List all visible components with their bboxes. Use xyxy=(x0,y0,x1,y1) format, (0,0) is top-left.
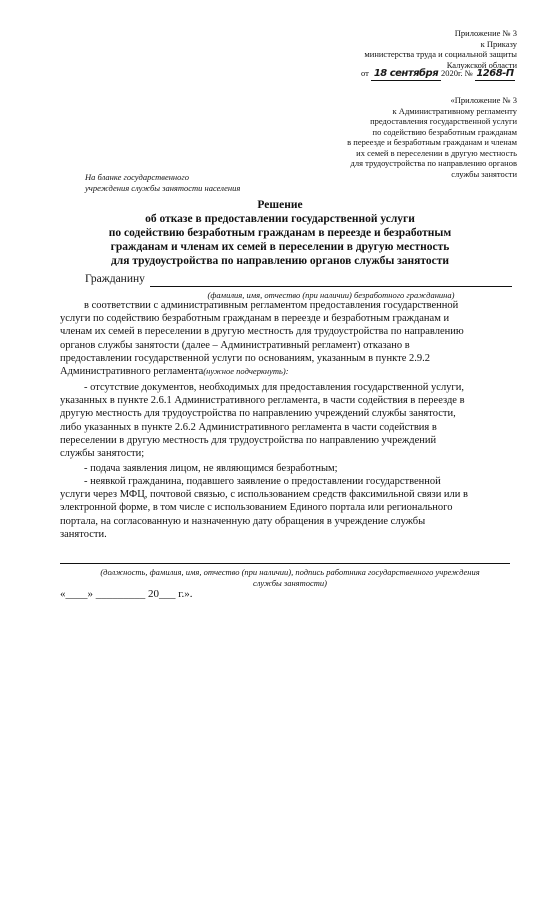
title-line: гражданам и членам их семей в переселении в другую местность xyxy=(110,241,450,253)
appendix-header xyxy=(257,95,517,179)
reason-line: переселении в другую местность для трудоустройства по направлению учреждений xyxy=(60,434,437,446)
reason-item-3 xyxy=(60,475,512,541)
signature-caption-line: службы занятости) xyxy=(253,577,327,588)
signature-line xyxy=(60,563,510,564)
body-paragraph xyxy=(60,299,512,378)
order-header xyxy=(257,28,517,70)
letterhead-line: учреждения службы занятости населения xyxy=(85,182,241,193)
letterhead-line: На бланке государственного xyxy=(85,172,189,182)
reason-item-1 xyxy=(60,381,512,460)
reason-line: другую местность для трудоустройства по направлению учреждений службы занятости, xyxy=(60,408,456,420)
recipient-caption: (фамилия, имя, отчество (при наличии) безработного гражданина) xyxy=(207,290,455,300)
reason-item-2: - подача заявления лицом, не являющимся безработным; xyxy=(84,463,338,474)
reason-line: портала, на согласованную и назначенную дату обращения в учреждение службы xyxy=(60,515,426,527)
letterhead-note xyxy=(85,172,305,193)
order-number-handwritten: 1268-П xyxy=(476,68,514,79)
appendix-line: службы занятости xyxy=(451,168,517,179)
reason-line: электронной форме, в том числе с использованием Единого портала или регионального xyxy=(60,502,453,514)
order-header-line: Приложение № 3 xyxy=(454,28,517,38)
title-line: об отказе в предоставлении государственной услуги xyxy=(145,213,415,225)
appendix-line: в переезде и безработным гражданам и членам xyxy=(347,137,517,147)
body-last-line xyxy=(60,365,512,378)
body-last-line-text: Административного регламента xyxy=(60,366,204,378)
recipient-line xyxy=(150,286,512,287)
reason-line: службы занятости; xyxy=(60,448,145,460)
appendix-line: по содействию безработным гражданам xyxy=(372,126,517,137)
body-line: членам их семей в переселении в другую местность для трудоустройства по направлению xyxy=(60,326,464,338)
order-year: 2020г. xyxy=(440,68,463,78)
recipient-label: Гражданину xyxy=(85,273,145,285)
title-heading: Решение xyxy=(257,199,303,211)
signature-caption xyxy=(60,567,520,588)
body-line: предоставлении государственной услуги по основаниям, указанным в пункте 2.9.2 xyxy=(60,352,431,364)
reason-line: - отсутствие документов, необходимых для предоставления государственной услуги, xyxy=(84,382,464,393)
reason-line: услуги через МФЦ, почтовой связью, с использованием средств факсимильной связи или в xyxy=(60,489,468,501)
appendix-line: к Административному регламенту xyxy=(392,105,517,116)
appendix-line: для трудоустройства по направлению органов xyxy=(350,158,517,168)
body-last-line-note: (нужное подчеркнуть): xyxy=(203,366,289,377)
reason-line: либо указанных в пункте 2.6.2 Административного регламента в части содействия в xyxy=(60,421,437,433)
order-header-line: к Приказу xyxy=(480,38,517,49)
body-line: в соответствии с административным регламентом предоставления государственной xyxy=(84,300,459,311)
order-header-line: министерства труда и социальной защиты xyxy=(364,49,517,59)
signature-date: «____» _________ 20___ г.». xyxy=(60,588,193,600)
title-line: для трудоустройства по направлению органов службы занятости xyxy=(110,255,450,267)
order-date-line xyxy=(361,68,531,82)
reason-line: - неявкой гражданина, подавшего заявление о предоставлении государственной xyxy=(84,476,441,487)
reason-line: занятости. xyxy=(60,528,107,540)
order-num-prefix: № xyxy=(464,68,473,78)
order-date-handwritten: 18 сентября xyxy=(371,69,441,81)
body-line: органов службы занятости (далее – Административный регламент) отказано в xyxy=(60,339,410,351)
body-line: услуги по содействию безработным гражданам в переезде и безработным гражданам и xyxy=(60,313,450,325)
order-header-line: Калужской области xyxy=(446,59,517,70)
appendix-line: предоставления государственной услуги xyxy=(370,116,517,126)
appendix-line: «Приложение № 3 xyxy=(450,95,517,105)
reason-line: указанных в пункте 2.6.1 Административного регламента, в части содействия в переезде в xyxy=(60,395,465,407)
appendix-line: их семей в переселении в другую местность xyxy=(356,147,517,158)
order-prefix: от xyxy=(361,68,369,78)
signature-caption-line: (должность, фамилия, имя, отчество (при наличии), подпись работника государственного учреждения xyxy=(100,567,480,577)
document-title xyxy=(60,198,500,268)
title-line: по содействию безработным гражданам в переезде и безработным xyxy=(108,227,452,239)
